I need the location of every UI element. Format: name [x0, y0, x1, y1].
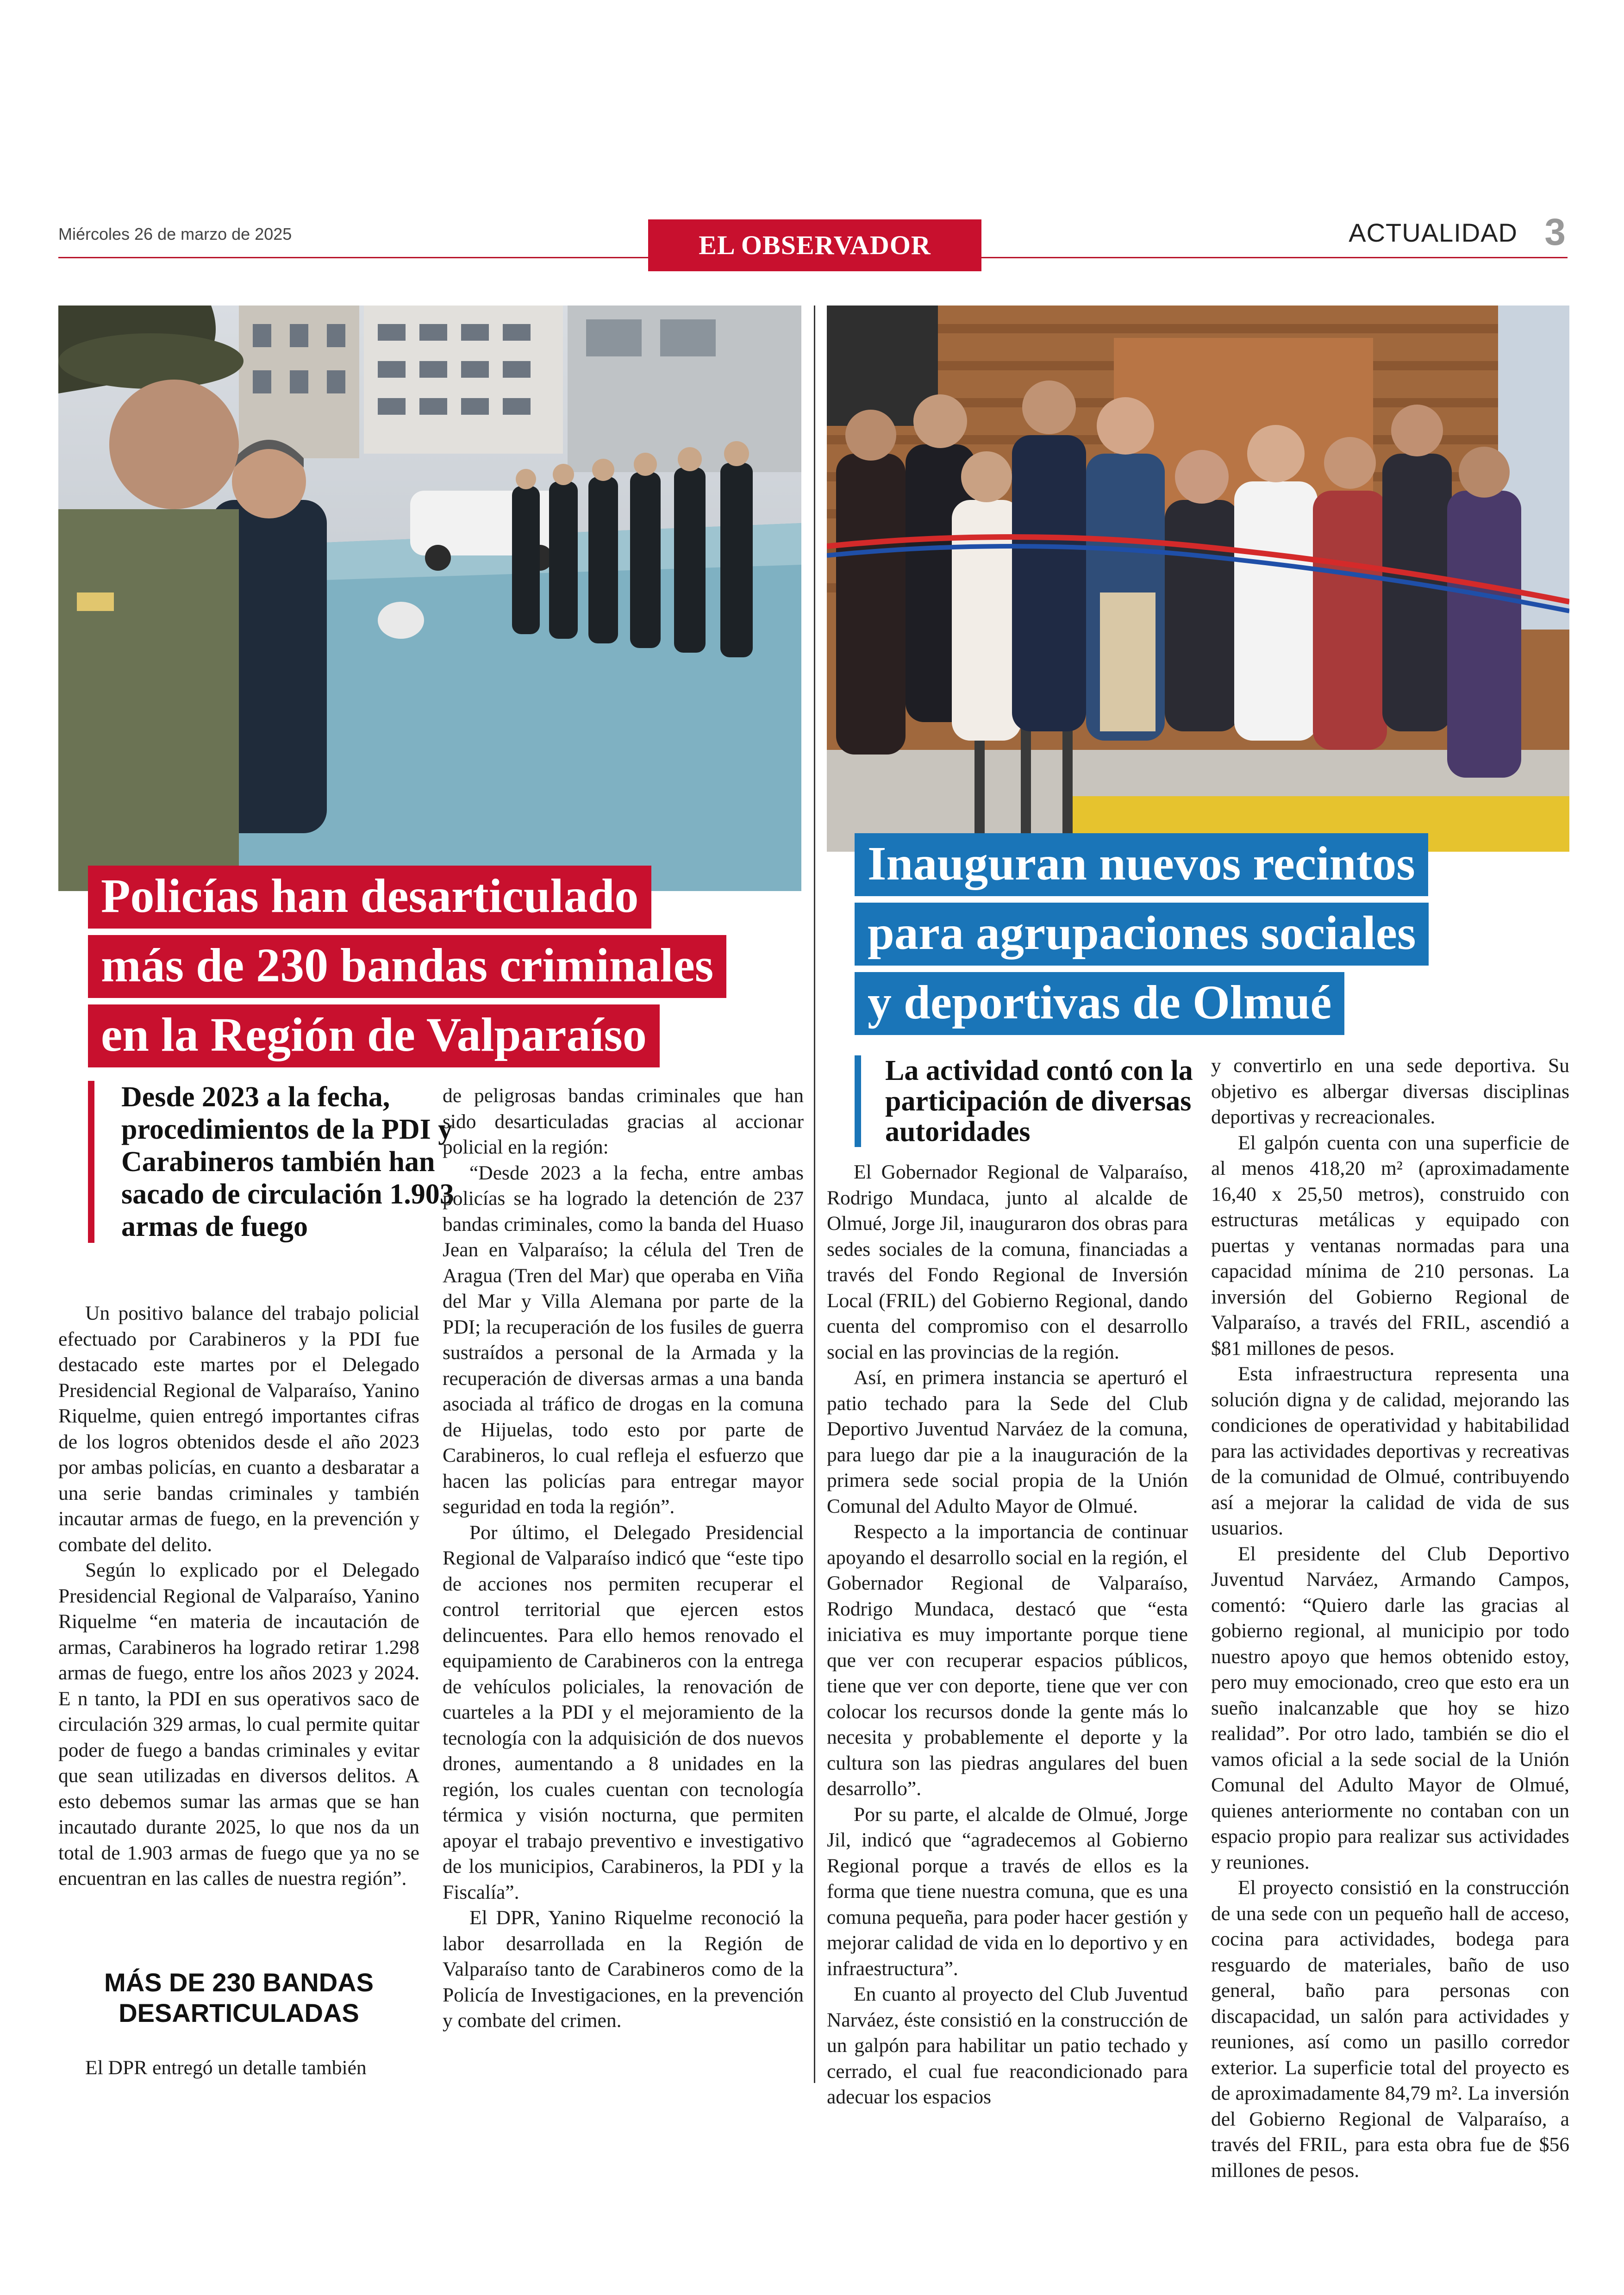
article2-subhead: La actividad contó con la participación de diversas autoridades: [855, 1055, 1228, 1147]
issue-date: Miércoles 26 de marzo de 2025: [58, 225, 292, 243]
article2-headline: [855, 833, 1429, 1041]
article2-headline-line: Inauguran nuevos recintos: [855, 833, 1428, 896]
page-number: 3: [1544, 211, 1566, 253]
article1-paragraph: Según lo explicado por el Delegado Presidencial Regional de Valparaíso, Yanino Riquelme “en materia de incautación de armas, Carabineros ha logrado retirar 1.298 armas de fuego, entre los años 2023 y 2024. E n tanto, la PDI en sus operativos saco de circulación 329 armas, lo cual permite quitar poder de fuego a bandas criminales y evitar que sean utilizadas en diversos delitos. A esto debemos sumar las armas que se han incautado durante 2025, lo que nos da un total de 1.903 armas de fuego que ya no se encuentran en las calles de nuestra región”.: [58, 1559, 419, 1890]
article2-paragraph: El Gobernador Regional de Valparaíso, Rodrigo Mundaca, junto al alcalde de Olmué, Jorge Jil, inauguraron dos obras para sedes sociales de la comuna, financiadas a través del Fondo Regional de Inversión Local (FRIL) del Gobierno Regional, dando cuenta del compromiso con el desarrollo social en las provincias de la región.: [827, 1161, 1188, 1363]
article1-column-1-end: [58, 2055, 419, 2081]
article2-column-1: [827, 1160, 1188, 2110]
article2-paragraph: Por su parte, el alcalde de Olmué, Jorge Jil, indicó que “agradecemos al Gobierno Regional porque a través de ellos es la forma que tiene nuestra comuna, que es una comuna pequeña, para poder hacer gestión y mejorar calidad de vida en lo deportivo y en infraestructura”.: [827, 1803, 1188, 1980]
article2-headline-line: para agrupaciones sociales: [855, 903, 1429, 966]
masthead: EL OBSERVADOR: [648, 219, 981, 271]
article2-column-2: [1211, 1053, 1569, 2183]
article1-section-heading: MÁS DE 230 BANDAS DESARTICULADAS: [104, 1968, 374, 2027]
article1-column-1: [58, 1301, 419, 1892]
article2-paragraph: El presidente del Club Deportivo Juventud Narváez, Armando Campos, comentó: “Quiero darle las gracias al gobierno regional, al municipio por todo nuestro apoyo que hemos obtenido estoy, pero muy emocionado, creo que esto era un sueño inalcanzable que hoy se hizo realidad”. Por otro lado, también se dio el vamos oficial a la sede social de la Unión Comunal del Adulto Mayor de Olmué, quienes anteriormente no contaban con un espacio propio para realizar sus actividades y reuniones.: [1211, 1542, 1569, 1873]
article2-paragraph: Así, en primera instancia se aperturó el patio techado para la Sede del Club Deportivo Juventud Narváez de la comuna, para luego dar pie a la inauguración de la primera sede social propia de la Unión Comunal del Adulto Mayor de Olmué.: [827, 1366, 1188, 1517]
section-name: ACTUALIDAD: [1349, 218, 1518, 247]
article2-paragraph: El proyecto consistió en la construcción de una sede con un pequeño hall de acceso, cocina para actividades, bodega para resguardo de materiales, baño de uso general, baño para personas con discapacidad, un salón para actividades y reuniones, así como un pasillo corredor exterior. La superficie total del proyecto es de aproximadamente 84,79 m². La inversión del Gobierno Regional de Valparaíso, a través del FRIL, para esta obra fue de $56 millones de pesos.: [1211, 1877, 1569, 2182]
inauguration-photo: [827, 306, 1569, 852]
article1-headline-line: más de 230 bandas criminales: [88, 935, 726, 998]
article2-paragraph: Esta infraestructura representa una solución digna y de calidad, mejorando las condiciones de operatividad y habitabilidad para las actividades deportivas y recreativas de la comunidad de Olmué, contribuyendo así a mejorar la calidad de vida de sus usuarios.: [1211, 1363, 1569, 1539]
article1-paragraph: de peligrosas bandas criminales que han sido desarticuladas gracias al accionar policial en la región:: [443, 1085, 804, 1158]
article1-headline-line: Policías han desarticulado: [88, 866, 651, 929]
article1-paragraph: “Desde 2023 a la fecha, entre ambas policías se ha logrado la detención de 237 bandas criminales, como la banda del Huaso Jean en Valparaíso; la célula del Tren de Aragua (Tren del Mar) que operaba en Viña del Mar y Villa Alemana por parte de la PDI; la recuperación de los fusiles de guerra sustraídos a personal de la Armada y la recuperación de diversas armas a una banda asociada al tráfico de drogas en la comuna de Hijuelas, todo esto por parte de Carabineros, lo cual refleja el esfuerzo que hacen las policías para entregar mayor seguridad en toda la región”.: [443, 1161, 804, 1518]
article2-paragraph: Respecto a la importancia de continuar apoyando el desarrollo social en la región, el Gobernador Regional de Valparaíso, Rodrigo Mundaca, destacó que “esta iniciativa es muy importante porque tiene que ver con recuperar espacios públicos, tiene que ver con deporte, tiene que ver con colocar los recursos donde la gente más lo necesita y probablemente el deporte y la cultura son las piedras angulares del buen desarrollo”.: [827, 1521, 1188, 1800]
police-photo: [58, 306, 801, 891]
column-divider: [814, 306, 815, 2083]
article2-paragraph: y convertirlo en una sede deportiva. Su objetivo es albergar diversas disciplinas deportivas y recreacionales.: [1211, 1054, 1569, 1128]
article1-paragraph: Un positivo balance del trabajo policial efectuado por Carabineros y la PDI fue destacado este martes por el Delegado Presidencial Regional de Valparaíso, Yanino Riquelme, quien entregó importantes cifras de los logros obtenidos desde el año 2023 por ambas policías, en cuanto a desbaratar a una serie bandas criminales y también incautar armas de fuego, en la prevención y combate del delito.: [58, 1302, 419, 1556]
article2-headline-line: y deportivas de Olmué: [855, 972, 1344, 1035]
article1-headline-line: en la Región de Valparaíso: [88, 1004, 660, 1067]
article1-paragraph: El DPR entregó un detalle también: [85, 2057, 367, 2079]
article1-paragraph: Por último, el Delegado Presidencial Regional de Valparaíso indicó que “este tipo de acciones nos permiten recuperar el control territorial que ejercen estos delincuentes. Para ello hemos renovado el equipamiento de Carabineros con la entrega de vehículos policiales, la renovación de cuarteles a la PDI y el mejoramiento de la tecnología con la adquisición de dos nuevos drones, aumentando a 8 unidades en la región, los cuales cuentan con tecnología térmica y visión nocturna, que permiten apoyar el trabajo preventivo e investigativo de los municipios, Carabineros, la PDI y la Fiscalía”.: [443, 1521, 804, 1903]
article1-headline: [88, 866, 726, 1074]
article2-paragraph: El galpón cuenta con una superficie de al menos 418,20 m² (aproximadamente 16,40 x 25,50 metros), construido con estructuras metálicas y equipado con puertas y ventanas normadas para una capacidad mínima de 210 personas. La inversión del Gobierno Regional de Valparaíso, a través del FRIL, ascendió a $81 millones de pesos.: [1211, 1131, 1569, 1360]
article1-subhead: Desde 2023 a la fecha, procedimientos de la PDI y Carabineros también han sacado de circulación 1.903 armas de fuego: [88, 1081, 455, 1243]
article1-column-2: [443, 1083, 804, 2034]
article1-paragraph: El DPR, Yanino Riquelme reconoció la labor desarrollada en la Región de Valparaíso tanto de Carabineros como de la Policía de Investigaciones, en la prevención y combate del crimen.: [443, 1907, 804, 2032]
article2-paragraph: En cuanto al proyecto del Club Juventud Narváez, éste consistió en la construcción de un galpón para habilitar un patio techado y cerrado, el cual fue reacondicionado para adecuar los espacios: [827, 1983, 1188, 2108]
